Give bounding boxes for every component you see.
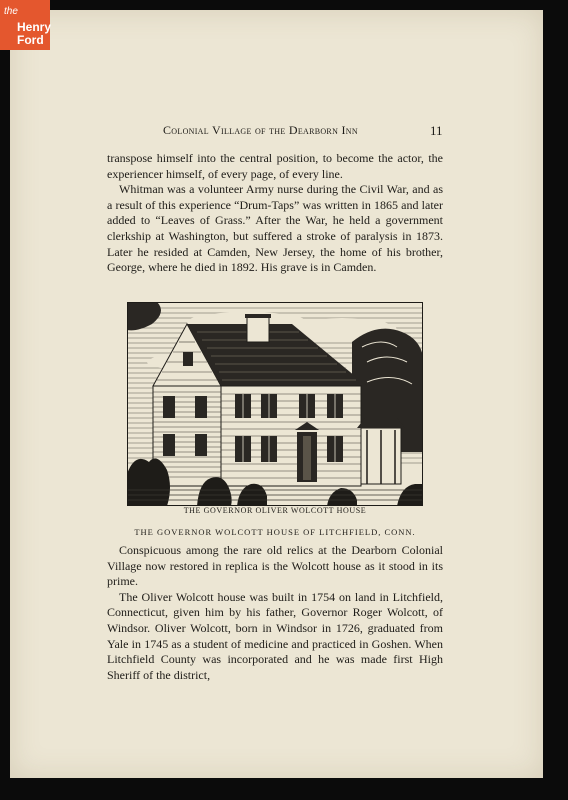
wolcott-house-illustration	[127, 302, 423, 516]
figure-caption: THE GOVERNOR WOLCOTT HOUSE OF LITCHFIELD, CONN.	[134, 527, 416, 537]
paragraph: Whitman was a volunteer Army nurse during the Civil War, and as a result of this experience “Drum-Taps” was written in 1865 and later added to “Leaves of Grass.” After the War, he held a government clerkship at Washington, but suffered a stroke of paralysis in 1873. Later he resided at Camden, New Jersey, the home of his brother, George, where he died in 1892. His grave is in Camden.	[107, 182, 443, 275]
paragraph: Conspicuous among the rare old relics at the Dearborn Colonial Village now restored in replica is the Wolcott house as it stood in its prime.	[107, 543, 443, 589]
paragraph: The Oliver Wolcott house was built in 1754 on land in Litchfield, Connecticut, given him by his father, Governor Roger Wolcott, of Windsor. Oliver Wolcott, born in Windsor in 1726, graduated from Yale in 1745 as a student of medicine and practiced in Goshen. When Litchfield County was incorporated and he was made first High Sheriff of the district,	[107, 589, 443, 682]
paragraph: transpose himself into the central position, to become the actor, the experiencer himself, of every page, of every line.	[107, 151, 443, 181]
body-text-bottom	[107, 543, 443, 683]
page-number: 11	[430, 123, 443, 138]
the-henry-ford-logo[interactable]	[0, 0, 50, 50]
plate-caption: THE GOVERNOR OLIVER WOLCOTT HOUSE	[183, 506, 367, 515]
logo-text-henry: Henry	[17, 20, 52, 34]
logo-text-ford: Ford	[17, 33, 44, 47]
body-text-top	[107, 151, 443, 276]
running-head: Colonial Village of the Dearborn Inn	[163, 123, 358, 137]
logo-text-the: the	[4, 6, 18, 17]
woodcut-engraving	[127, 302, 423, 506]
